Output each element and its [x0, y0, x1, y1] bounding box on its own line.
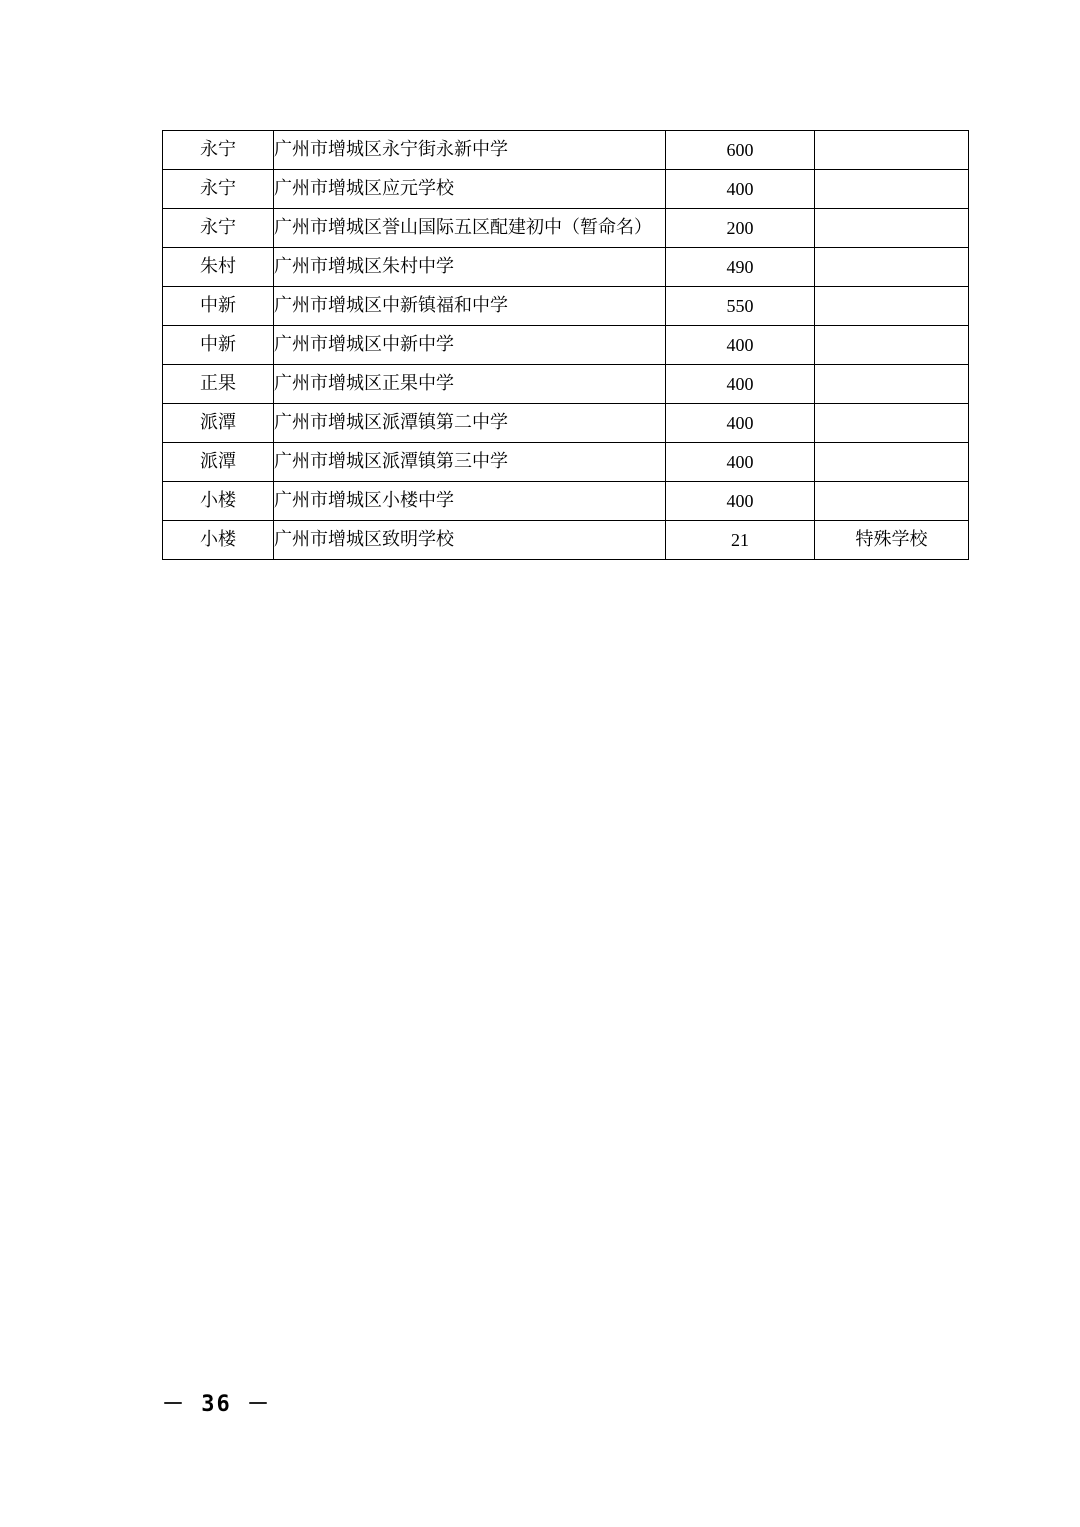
enrollment-table [162, 130, 969, 560]
count-cell: 490 [666, 248, 815, 287]
note-cell [815, 326, 969, 365]
school-cell: 广州市增城区正果中学 [274, 365, 666, 404]
note-cell [815, 131, 969, 170]
school-cell: 广州市增城区应元学校 [274, 170, 666, 209]
school-cell: 广州市增城区中新中学 [274, 326, 666, 365]
note-cell [815, 287, 969, 326]
table-row [163, 443, 969, 482]
count-cell: 400 [666, 443, 815, 482]
town-cell: 永宁 [163, 170, 274, 209]
note-cell [815, 404, 969, 443]
count-cell: 400 [666, 365, 815, 404]
town-cell: 朱村 [163, 248, 274, 287]
table-row [163, 365, 969, 404]
note-cell [815, 248, 969, 287]
count-cell: 400 [666, 170, 815, 209]
enrollment-table-container [162, 130, 968, 560]
town-cell: 永宁 [163, 131, 274, 170]
school-cell: 广州市增城区派潭镇第二中学 [274, 404, 666, 443]
school-cell: 广州市增城区誉山国际五区配建初中（暂命名） [274, 209, 666, 248]
count-cell: 200 [666, 209, 815, 248]
count-cell: 600 [666, 131, 815, 170]
school-cell: 广州市增城区派潭镇第三中学 [274, 443, 666, 482]
table-row [163, 482, 969, 521]
note-cell: 特殊学校 [815, 521, 969, 560]
page-number: － 36 － [162, 1392, 271, 1417]
table-body [163, 131, 969, 560]
table-row [163, 326, 969, 365]
count-cell: 400 [666, 482, 815, 521]
table-row [163, 248, 969, 287]
count-cell: 400 [666, 404, 815, 443]
table-row [163, 404, 969, 443]
table-row [163, 131, 969, 170]
table-row [163, 209, 969, 248]
school-cell: 广州市增城区中新镇福和中学 [274, 287, 666, 326]
town-cell: 中新 [163, 326, 274, 365]
note-cell [815, 365, 969, 404]
table-row [163, 170, 969, 209]
school-cell: 广州市增城区致明学校 [274, 521, 666, 560]
town-cell: 派潭 [163, 404, 274, 443]
town-cell: 小楼 [163, 521, 274, 560]
count-cell: 400 [666, 326, 815, 365]
school-cell: 广州市增城区小楼中学 [274, 482, 666, 521]
note-cell [815, 170, 969, 209]
school-cell: 广州市增城区朱村中学 [274, 248, 666, 287]
count-cell: 21 [666, 521, 815, 560]
town-cell: 派潭 [163, 443, 274, 482]
town-cell: 永宁 [163, 209, 274, 248]
table-row [163, 521, 969, 560]
school-cell: 广州市增城区永宁街永新中学 [274, 131, 666, 170]
note-cell [815, 209, 969, 248]
note-cell [815, 443, 969, 482]
count-cell: 550 [666, 287, 815, 326]
note-cell [815, 482, 969, 521]
town-cell: 小楼 [163, 482, 274, 521]
table-row [163, 287, 969, 326]
town-cell: 中新 [163, 287, 274, 326]
town-cell: 正果 [163, 365, 274, 404]
